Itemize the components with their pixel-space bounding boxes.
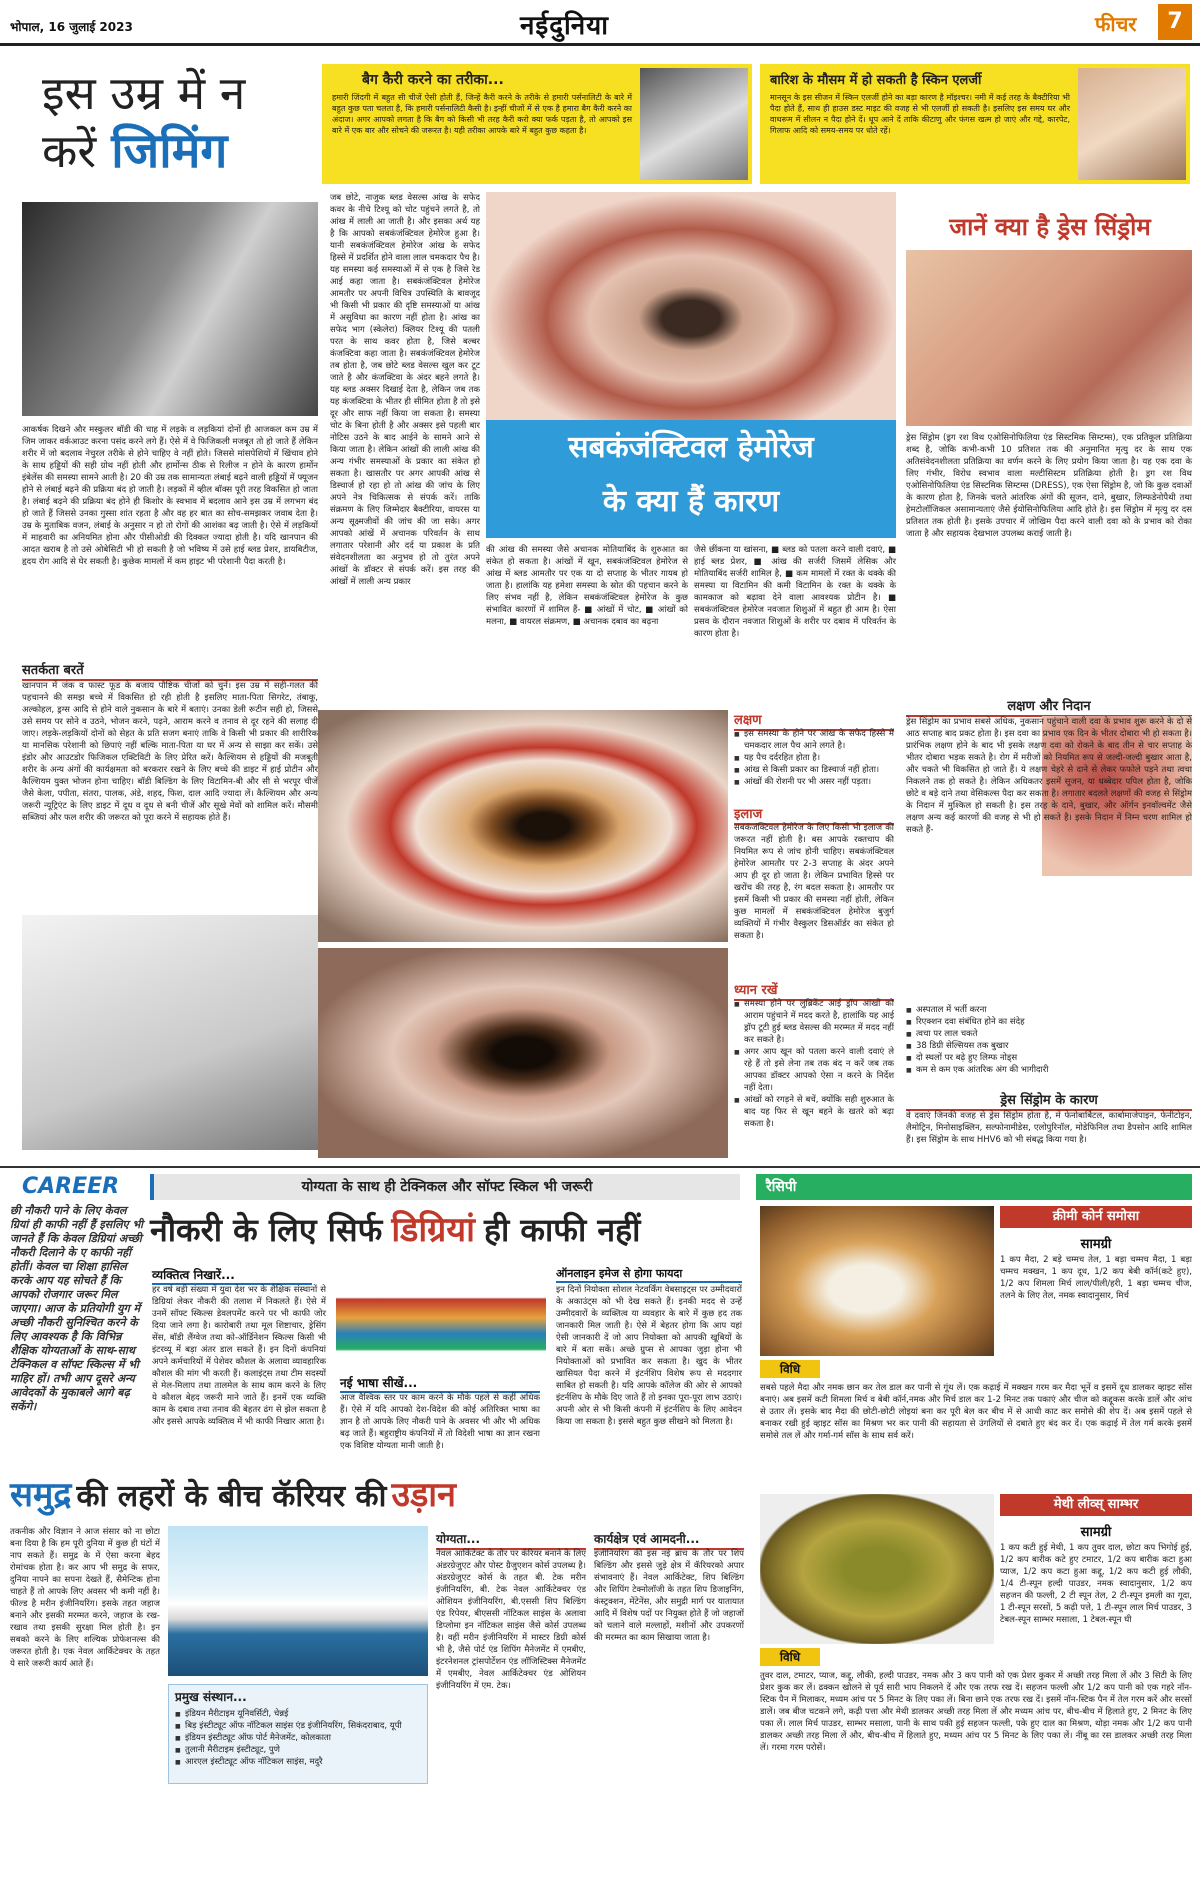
career-headline-accent: डिग्रियां [391,1210,475,1250]
eye-headline-line2: के क्या हैं कारण [602,484,780,519]
career-headline-prefix: नौकरी के लिए सिर्फ [150,1211,383,1249]
career-headline-suffix: ही काफी नहीं [483,1211,641,1249]
gym-sub-text: खानपान में जंक व फास्ट फूड के बजाय पौष्टिक चीजों को चुनें। इस उम्र में सही-गलत की पहचानने की समझ बच्चे में विकसित हो रही होती है इसलिए माता-पिता सिगरेट, तंबाकू, अल्कोहल, ड्रग्स आदि से होने वाले नुकसान के बारे में बताएं। उनका डेली रूटीन सही हो, जिससे उसे समय पर सोने व उठने, भोजन करने, पढ़ने, आराम करने व तनाव से दूर रहने की सलाह दी जाए। लड़के-लड़कियों दोनों को सेहत के प्रति सजग बनाएं ताकि वे किसी भी प्रकार की शारीरिक या मानसिक परेशानी को छिपाएं नहीं बल्कि माता-पिता या घर में अन्य से साझा कर सकें। उसे इंडोर और आउटडोर फिजिकल एक्टिविटी के लिए प्रेरित करें। कैल्शियम से हड्डियों की मजबूती शरीर के अन्य अंगों की कार्यक्षमता को बरकरार रखने के लिए बच्चे की डाइट में हाई प्रोटीन और कैल्शियम युक्त भोजन होना चाहिए। बॉडी बिल्डिंग के लिए विटामिन-बी और सी से भरपूर चीजें जैसे केला, पपीता, संतरा, पालक, अंडे, शहद, फिश, दाल आदि ज्यादा लें। कैल्शियम और अन्य जरूरी न्यूट्रिएंट के लिए डाइट में दूध व दूध से बनी चीजें और सूखे मेवों को शामिल करें। मौसमी सब्जियां और फल शरीर की जरूरत को पूरा करने में सहायक होते हैं। [22,681,318,823]
skin-title: बारिश के मौसम में हो सकती है स्किन एलर्जी [770,73,982,88]
recipe1-ingredients-heading: सामग्री [1080,1237,1112,1252]
bag-box [322,64,752,184]
list-item: ■ इंडियन इंस्टीट्यूट ऑफ पोर्ट मैनेजमेंट, कोलकाता [175,1732,421,1744]
section-label: फीचर [1095,12,1137,36]
list-item: ■ आंखों को रगड़ने से बचें, क्योंकि सही शुरुआत के बाद यह फिर से खून बहने के खतरे को बढ़ा सकता है। [734,1094,894,1130]
sea-institutes-title: प्रमुख संस्थान... [175,1690,247,1704]
gym-intro-text: आकर्षक दिखने और मस्कुलर बॉडी की चाह में लड़के व लड़कियां दोनों ही आजकल कम उम्र में जिम जाकर वर्कआउट करना पसंद करने लगे हैं। ऐसे में वे फिजिकली मजबूत तो हो जाते हैं लेकिन शरीर में जो बदलाव नेचुरल तरीके से होने चाहिए वे नहीं होते। जिससे मांसपेशियों में खिंचाव होने के साथ हड्डियों की सही ग्रोथ नहीं होती और हार्मोन्स ठीक से रिलीज न होने के कारण हार्मोन इंबेलेंस की समस्या सामने आती है। 20 की उम्र तक सामान्यतः लंबाई बढ़ने वाली हड्डियों में फ्यूजन होने से लंबाई बढ़ने की प्रक्रिया बंद हो जाती है। लड़कों में व्हील बॉक्स पूरी तरह विकसित हो जाता है। लंबाई बढ़ने की प्रक्रिया बंद होने ही किशोर के स्वभाव में बदलाव आने इस उम्र में लगभग बंद हो जाते हैं जिससे उनका गुस्सा शांत रहता है और वह हर बात का सोच-समझकर जवाब देता है। उम्र के मुताबिक वजन, लंबाई के अनुसार न हो तो रोगों की आशंका बढ़ जाती है। ऐसे में लड़कियों में माहवारी का अनियमित होना और पीसीओडी की दिक्कत ज्यादा होती है। यदि खानपान की आदत खराब है तो उसे ओबेसिटी भी हो सकती है जो भविष्य में उसे हाई ब्लड प्रेशर, डायबिटीज, हृदय रोग आदि से घेर सकती है। कुछेक मामलों में कम हाइट भी परेशानी पैदा करती है। [22,425,318,567]
sea-headline [10,1470,750,1526]
dress-diagnosis-list [906,1004,1192,1084]
sea-headline-mid: की लहरों के बीच कॅरियर की [76,1479,387,1514]
gym-title-accent: जिमिंग [111,123,228,179]
list-item: ■ आरएल इंस्टीट्यूट ऑफ नॉटिकल साइंस, मदुरै [175,1756,421,1768]
recipe1-method-heading: विधि [760,1360,820,1378]
eye-col2-text: की आंख की समस्या जैसे अचानक मोतियाबिंद के शुरुआत का संकेत हो सकता है। आंखों में खून, सबकंजंक्टिवल हेमोरेज से आंख में ब्लड आमतौर पर एक या दो सप्ताह के भीतर गायब हो जाता है। हालांकि यह हमेशा समस्या के स्रोत की पहचान करने के लिए संभव नहीं है, लेकिन सबकंजंक्टिवल हेमोरेज के कुछ संभावित कारणों में शामिल हैं- ■ आंखों में चोट, ■ आंखों को मलना, ■ वायरल संक्रमण, ■ अचानक दबाव का बढ़ना [486,545,688,627]
career-label: CAREER [22,1174,120,1199]
sea-karya-text: इंजीनियरिंग की इस नई ब्रांच के तौर पर शिप बिल्डिंग और इससे जुड़े क्षेत्र में कॅरियरको अपार संभावनाएं हैं। नेवल आर्किटेक्ट, शिप बिल्डिंग और शिपिंग टेक्नोलॉजी के तहत शिप डिजाइनिंग, कंस्ट्रक्शन, मेंटेनेंस, और समुद्री मार्ग पर यातायात आदि में विशेष पदों पर नियुक्त होते हैं जो जहाजों को चलाने वाले मल्लाहों, मशीनों और उपकरणों की मरम्मत का काम सिखाया जाता है। [594,1549,744,1643]
sea-yog-heading: योग्यता... [436,1530,586,1550]
gym-photo [22,202,318,416]
gym-title [42,64,312,180]
sea-institutes-list [169,1708,427,1784]
list-item: ■ दो स्थलों पर बढ़े हुए लिम्फ नोड्स [906,1052,1192,1064]
career-headline [150,1204,750,1262]
list-item: ■ यह पैच दर्दरहित होता है। [734,752,894,764]
skin-photo [1078,68,1186,180]
list-item: ■ आंखों की रोशनी पर भी असर नहीं पड़ता। [734,776,894,788]
header-date: भोपाल, 16 जुलाई 2023 [10,20,133,34]
sea-yog-text: नेवल आर्किटेक्ट के तौर पर कॅरियर बनाने के लिए अंडरग्रेजुएट और पोस्ट ग्रैजुएशन कोर्स उपलब्ध है। अंडरग्रेजुएट कोर्स के तहत बी. टेक मरीन इंजीनियरिंग, बी. टेक नेवल आर्किटेक्चर एंड ओशियन इंजीनियरिंग, बी.एससी शिप बिल्डिंग एंड रिपेयर, बीएससी नॉटिकल साइंस के अलावा डिप्लोमा इन नॉटिकल साइंस जैसे कोर्स उपलब्ध है। वहीं मरीन इंजीनियरिंग में मास्टर डिग्री कोर्स भी है, जैसे पोर्ट एंड शिपिंग मैनेजमेंट में एमबीए, इंटरनेशनल ट्रांसपोर्टेशन एंड लॉजिस्टिक्स मैनेजमेंट में एमबीए, नेवल आर्किटेक्चर एंड ओशियन इंजीनियरिंग में एम. टेक। [436,1549,586,1691]
list-item: ■ समस्या होने पर लुब्रिकेंट आई ड्रॉप आंखों को आराम पहुंचाने में मदद करते है, हालांकि यह आई ड्रॉप टूटी हुई ब्लड वेसल्स की मरम्मत में मदद नहीं कर सकते है। [734,998,894,1046]
books-illustration [336,1266,546,1370]
career-kicker-text: योग्यता के साथ ही टेक्निकल और सॉफ्ट स्किल भी जरूरी [301,1179,593,1195]
career-box2-text: आज वैश्विक स्तर पर काम करने के मौके पहले से कहीं अधिक हैं। ऐसे में यदि आपको देश-विदेश की कोई अतिरिक्त भाषा का ज्ञान है तो आपके लिए नौकरी पाने के अवसर भी और भी अधिक बढ़ जाते हैं। बहुराष्ट्रीय कंपनियों में तो विदेशी भाषा का ज्ञान रखना एक विशिष्ट योग्यता मानी जाती है। [340,1393,540,1451]
gym-title-line1: इस उम्र में न [42,66,246,120]
list-item: ■ अगर आप खून को पतला करने वाली दवाएं ले रहे हैं तो इसे लेना तब तक बंद न करें जब तक आपका डॉक्टर आपको ऐसा न करने के निर्देश नहीं देता। [734,1046,894,1094]
recipe1-title: क्रीमी कोर्न समोसा [1000,1206,1192,1228]
dress-sub1-heading: लक्षण और निदान [906,696,1192,717]
list-item: ■ कम से कम एक आंतरिक अंग की भागीदारी [906,1064,1192,1076]
skin-box [760,64,1190,184]
sea-karya-heading: कार्यक्षेत्र एवं आमदनी... [594,1530,744,1550]
list-item: ■ त्वचा पर लाल चकते [906,1028,1192,1040]
recipe2-ingredients: 1 कप कटी हुई मेथी, 1 कप तुवर दाल, छोटा कप भिगोई हुई, 1/2 कप बारीक कटे हुए टमाटर, 1/2 कप बारीक कटा हुआ प्याज, 1/2 कप कटा हुआ कद्दू, 1/2 कप कटी हुई लौकी, 1/4 टी-स्पून हल्दी पाउडर, नमक स्वादानुसार, 1/2 कप सहजन की फल्ली, 2 टी स्पून तेल, 2 टी-स्पून इमली का गूदा, 1 टी-स्पून सरसों, 5 कढ़ी पत्ते, 1 टी-स्पून लाल मिर्च पाउडर, 3 टेबल-स्पून साम्भर मसाला, 1 टेबल-स्पून घी [1000,1543,1192,1625]
recipe1-method: सबसे पहले मैदा और नमक छान कर तेल डाल कर पानी से गूंथ लें। एक कढ़ाई में मक्खन गरम कर मैदा भूनें व इसमें दूध डालकर व्हाइट सॉस बनाएं। अब इसमें कटी शिमला मिर्च व बेबी कॉर्न,नमक और मिर्च डाल कर 1-2 मिनट तक पकाएं और चीज को कद्दूकस करके डालें और आंच से उतार लें। इसके बाद मैदा की छोटी-छोटी लोइयां बना कर पूरी बेल कर बीच में से आधी काट कर समोसे की शेप दें। अब इसमें पहले से बनाकर रखी हुई व्हाइट सॉस का मिश्रण भर कर पानी की सहायता से उंगलियों से दबाते हुए बंद कर दें। एक कढ़ाई में तेल गर्म करके इसमें समोसे तल लें और गर्मा-गर्म सॉस के साथ सर्व करें। [760,1383,1192,1441]
recipe2-method: तुवर दाल, टमाटर, प्याज, कद्दू, लौकी, हल्दी पाउडर, नमक और 3 कप पानी को एक प्रेशर कुकर में अच्छी तरह मिला लें और 3 सिटी के लिए प्रेशर कुक कर लें। ढक्कन खोलने से पूर्व सारी भाप निकलने दें और एक तरफ रख दें। सहजन फल्ली और 1/2 कप पानी को एक गहरे नॉन-स्टिक पैन में मिलाकर, मध्यम आंच पर 5 मिनट के लिए पका लें। बिना छाने एक तरफ रख दें। इसमें नॉन-स्टिक पैन में तेल गरम करें और सरसों डालें। जब बीज चटकने लगे, कढ़ी पत्ता और मेथी डालकर अच्छी तरह मिला लें और मध्यम आंच पर, बीच-बीच में हिलाते हुए, 2 मिनट के लिए पका लें। लाल मिर्च पाउडर, साम्भर मसाला, पानी के साथ पकी हुई सहजन फल्ली, पके हुए दाल का मिश्रण, थोड़ा नमक और 1/2 कप पानी डालकर अच्छी तरह मिला लें और, बीच-बीच में हिलाते हुए, मध्यम आंच पर 5 मिनट के लिए पका लें। नींबू का रस डालकर अच्छी तरह मिला लें। गरमा गरम परोसें। [760,1671,1192,1753]
sea-headline-prefix: समुद्र [10,1475,72,1515]
career-box1-text: हर वर्ष बड़ी संख्या में युवा देश भर के शैक्षिक संस्थानों से डिग्रियां लेकर नौकरी की तलाश में निकलते हैं। ऐसे में उनमें सॉफ्ट स्किल्स डेवलपमेंट करने पर भी काफी जोर दिया जाने लगा है। कारोबारी तथा मूल शिष्टाचार, ड्रेसिंग सेंस, बॉडी लैंग्वेज तथा को-ऑर्डिनेशन स्किल्स किसी भी इंटरव्यू में बड़ा अंतर डाल सकते हैं। इन दिनों कंपनियां अपने कर्मचारियों में पेशेवर कौशल के अलावा व्यावहारिक कौशल की मांग भी करती हैं। कलाइंट्स तथा टीम सदस्यों से मेल-मिलाप तथा तालमेल के साथ काम करने के लिए ये कौशल बेहद जरूरी माने जाते हैं। इनमें एक व्यक्ति काम के दबाव तथा तनाव की बेहतर ढंग से झेल सकता है और इससे आपके व्यक्तित्व में भी काफी निखार आता है। [152,1285,326,1427]
eye-photo-bottom [318,948,728,1158]
eye-ilaj-heading: इलाज [734,804,894,825]
eye-dhyan-heading: ध्यान रखें [734,980,894,1001]
fitness-couple-photo [22,915,318,1150]
eye-photo-middle [318,710,728,942]
recipe2-method-heading: विधि [760,1648,820,1666]
career-box2-title: नई भाषा सीखें... [340,1374,540,1393]
recipe1-ingredients: 1 कप मैदा, 2 बड़े चम्मच तेल, 1 बड़ा चम्मच मैदा, 1 बड़ा चम्मच मक्खन, 1 कप दूध, 1/2 कप बेबी कॉर्न(कटे हुए), 1/2 कप शिमला मिर्च लाल/पीली/हरी, 1 बड़ा चम्मच चीज, तलने के लिए तेल, नमक स्वादानुसार, मिर्च [1000,1255,1192,1301]
list-item: ■ 38 डिग्री सेल्सियस तक बुखार [906,1040,1192,1052]
career-box3-title: ऑनलाइन इमेज से होगा फायदा [556,1266,742,1283]
eye-lakshan-list [734,728,894,794]
eye-col1-text: जब छोटे, नाजुक ब्लड वेसल्स आंख के सफेद कवर के नीचे टिश्यू को चोट पहुंचने लगते है, तो आंख में लाली आ जाती है। और इसका अर्थ यह है कि आपको सबकंजंक्टिवल हेमोरेज हुआ है। यानी सबकंजंक्टिवल हेमोरेज आंख के सफेद हिस्से में प्रदर्शित होने वाला लाल चमकदार पैच है। यह समस्या कई समस्याओं में से एक है जिसे रेड आई कहा जाता है। सबकंजंक्टिवल हेमोरेज आमतौर पर अपनी विचित्र उपस्थिति के बावजूद भी किसी भी प्रकार की दृष्टि समस्याओं या आंख में असुविधा का कारण नहीं होता है। आंख का सफेद भाग (स्केलेरा) क्लियर टिश्यू की पतली परत के साथ कवर होता है, जिसे बल्बर कंजक्टिवा कहा जाता है। सबकंजंक्टिवल हेमोरेज तब होता है, जब छोटे ब्लड वेसल्स खुल कर टूट जाते है और कंजक्टिवा के अंदर बहने लगते है। यह ब्लड अक्सर दिखाई देता है, लेकिन जब तक यह कंजक्टिवा के भीतर ही सीमित होता है तो इसे दूर और साफ नहीं किया जा सकता है। समस्या चोट के बिना होती है और अक्सर इसे पहली बार नोटिस उठने के बाद आईने के सामने आने से किया जाता है। लेकिन आंखों की लाली आंख की अन्य गंभीर समस्याओं के प्रकार का संकेत हो सकता है। खासतौर पर अगर आपकी आंख से डिस्चार्ज हो रहा हो तो आंख की जांच के लिए अपने नेत्र चिकित्सक से संपर्क करें। ताकि संक्रमण के लिए जिम्मेदार बैक्टीरिया, वायरस या अन्य सूक्ष्मजीवों की जांच की जा सके। अगर आपको आंखें में अचानक परिवर्तन के साथ लगातार परेशानी और दर्द या प्रकाश के प्रति संवेदनशीलता का अनुभव हो तो तुरंत अपने आंखों के डॉक्टर से संपर्क करें। इस तरह की आंखों में लाली अन्य प्रकार [330,193,480,587]
eye-dhyan-list [734,998,894,1154]
page-header [0,0,1200,46]
eye-headline-line1: सबकंजंक्टिवल हेमोरेज [568,430,814,465]
eye-ilaj-text: सबकंजंक्टिवल हेमोरेज के लिए किसी भी इलाज की जरूरत नहीं होती है। बस आपके रक्तचाप की नियमित रूप से जांच होनी चाहिए। सबकंजंक्टिवल हेमोरेज आमतौर पर 2-3 सप्ताह के अंदर अपने आप ही दूर हो जाता है। लेकिन प्रभावित हिस्से पर खरोंच की तरह है, रंग बदल सकता है। आमतौर पर इसमें किसी भी प्रकार की समस्या नहीं होती, लेकिन कुछ मामलों में सबकंजंक्टिवल हेमोरेज बुजुर्ग व्यक्तियों में गंभीर वैस्कुलर डिसऑर्डर का संकेत हो सकता है। [734,823,894,941]
list-item: ■ रिएक्शन दवा संबंधित होने का संदेह [906,1016,1192,1028]
section-divider [0,1166,1200,1168]
list-item: ■ बिड़ इंस्टीट्यूट ऑफ नॉटिकल साइंस एंड इंजीनियरिंग, सिकंदराबाद, यूपी [175,1720,421,1732]
bag-title: बैग कैरी करने का तरीका... [362,72,504,88]
list-item: ■ इस समस्या के होने पर आंख के सफेद हिस्से में चमकदार लाल पैच आने लगते है। [734,728,894,752]
list-item: ■ अस्पताल में भर्ती करना [906,1004,1192,1016]
career-box3-text: इन दिनों नियोक्ता सोशल नेटवर्किंग वेबसाइट्स पर उम्मीदवारों के अकाउंट्स को भी देख सकते हैं। इनकी मदद से उन्हें उम्मीदवारों के व्यक्तित्व या व्यवहार के बारे में कुछ हद तक जानकारी मिल जाती है। ऐसे में बेहतर होगा कि आप यहां ऐसी जानकारी दें जो आप नियोक्ता को आपकी खूबियों के बारे में बता सकें। अच्छे ग्रुप्स से आपका जुड़ा होना भी नियोक्ताओं को प्रभावित कर सकता है। खुद के भीतर खासियत पैदा करने में इंटर्नशिप विशेष रूप से मददगार साबित हो सकती है। यदि आपके कॉलेज की ओर से आपको इंटर्नशिप के मौके दिए जाते हैं तो इनका पूरा-पूरा लाभ उठाएं। अपनी ओर से भी किसी कंपनी में इंटर्नशिप के लिए आवेदन किया जा सकता है। इससे बहुत कुछ सीखने को मिलता है। [556,1285,742,1427]
sea-left-text: तकनीक और विज्ञान ने आज संसार को ना छोटा बना दिया है कि हम पूरी दुनिया में कुछ ही घंटों में नाप सकते हैं। समुद्र के में ऐसा करना बेहद रोमांचक होता है। कर आप भी समुद्र के सफर, दुनिया नापने का सपना देखते हैं, सैमेन्टिक होना चाहते हैं तो आपके लिए अवसर भी कमी नहीं है। फील्ड है मरीन इंजीनियरिंग। इसके तहत जहाज बनाने और इसकी मरम्मत करने, जहाज के रख-रखाव तथा इसकी सुरक्षा मिल होती है। इन सबको करने के लिए शल्यिक प्रोफेशनल्स की जरूरत होती है। एक नेवल आर्किटेक्चर के तहत ये सारे जरूरी कार्य आते हैं। [10,1527,160,1669]
eye-photo-top [486,192,896,422]
career-side-text: छी नौकरी पाने के लिए केवल ग्रियां ही काफी नहीं हैं इसलिए भी जानते हैं कि केवल डिग्रियां अच्छी नौकरी दिलाने के ए काफी नहीं होतीं। केवल चा शिक्षा हासिल करके आप यह सोचते हैं कि आपको रोजगार जरूर मिल जाएगा। आज के प्रतियोगी युग में अच्छी नौकरी सुनिश्चित करने के लिए आवश्यक है कि विभिन्न शैक्षिक योग्यताओं के साथ-साथ टेक्निकल व सॉफ्ट स्किल्स में भी माहिर हों। तभी आप दूसरे अन्य आवेदकों के मुकाबले आगे बढ़ सकेंगे। [10,1204,144,1413]
page-number: 7 [1158,4,1192,40]
recipe-label-text: रैसिपी [766,1179,797,1195]
sambhar-photo [760,1494,994,1644]
skin-text: मानसून के इस सीजन में स्किन एलर्जी होने का बड़ा कारण है मॉइश्चर। नमी में कई तरह के बैक्टीरिया भी पैदा होते हैं, साथ ही हाउस डस्ट माइट की वजह से भी एलर्जी हो सकती है। इसलिए इस समय घर और वाथरूम में सीलन न पैदा होने दें। धूप आने दें ताकि कीटाणु और फंगस खत्म हो जाएं और गद्दे, कारपेट, गिलाफ आदि को समय-समय पर धोते रहें। [770,93,1070,135]
sea-headline-accent: उड़ान [391,1475,456,1515]
gym-title-line2-prefix: करें [42,124,97,178]
eye-lakshan-heading: लक्षण [734,710,894,731]
sea-institutes-box [168,1684,428,1784]
career-box1-title: व्यक्तित्व निखारें... [152,1266,312,1285]
bag-photo [640,68,748,180]
recipe-label [756,1174,1192,1200]
eye-col3-text: जैसे छींकना या खांसना, ■ ब्लड को पतला करने वाली दवाएं, ■ हाई ब्लड प्रेशर, ■ आंख की सर्जरी जिसमें लेसिक और मोतियाबिंद सर्जरी शामिल है, ■ कम मामलों में रक्त के थक्के की समस्या या विटामिन की कमी विटामिन के रक्त के थक्के के कामकाज को बढ़ावा देने वाला आवश्यक प्रोटीन है। ■ सबकंजंक्टिवल हेमोरेज नवजात शिशुओं में बहुत ही आम है। ऐसा प्रसव के दौरान नवजात शिशुओं के शरीर पर दबाव में परिवर्तन के कारण होता है। [694,545,896,639]
list-item: ■ आंख से किसी प्रकार का डिस्चार्ज नहीं होता। [734,764,894,776]
masthead-logo: नईदुनिया [520,11,609,41]
dress-sub2-text: वे दवाएं जिनकी वजह से ड्रेस सिंड्रोम होता है, में फेनोबार्बिटल, कार्बामाजेपाइन, फेनीटोइन, लैमोट्रिन, मिनोसाइक्लिन, सल्फोनामीडेस, एलोपुरिनॉल, मोडेफिनिल तथा डैपसोन आदि शामिल हैं। इस सिंड्रोम के साथ HHV6 को भी संबद्ध किया गया है। [906,1111,1192,1145]
cruise-ship-photo [168,1526,428,1676]
dress-sub1-text: ड्रेस सिंड्रोम का प्रभाव सबसे अधिक, नुकसान पहुंचाने वाली दवा के प्रभाव शुरू करने के दो से आठ सप्ताह बाद प्रकट होता है। इस दवा का प्रभाव एक दिन के भीतर दोबारा भी हो सकता है। प्रारंभिक लक्षण होने के बाद भी इसके लक्षण दवा को रोकने के बाद तीन से चार सप्ताह के भीतर दोबारा भड़क सकते है। रोग में मरीजों को नियमित रूप से जल्दी-जल्दी बुखार आता है, और चकते भी विकसित हो जाते हैं। ये लक्षण चेहरे से दाने से लेकर फफोले पड़ने तथा त्वचा निकलने तक हो सकते है। लेकिन अधिकतर इसमें सूजन, या धब्बेदार पपिल होता है, जोकि छोटे व बड़े दाने तथा वेसिकल्स पैदा कर सकता है। लगातार बदलते लक्षणों की वजह से सिंड्रोम के निदान में मुश्किल हो सकती है। इस तरह के दाने, बुखार, और ऑर्गन इनवॉल्वमेंट जैसे लक्षण अन्य कई कारणों की वजह से भी हो सकते है। इसके निदान में निम्न चरण शामिल हो सकते हैं- [906,717,1192,835]
list-item: ■ इंडियन मैरीटाइम यूनिवर्सिटी, चेन्नई [175,1708,421,1720]
dress-photo [906,250,1192,426]
dress-intro-text: ड्रेस सिंड्रोम (ड्रग रश विथ एओसिनोफिलिया एंड सिस्टमिक सिम्टम्स), एक प्रतिकूल प्रतिक्रिया शब्द है, जोकि कभी-कभी 10 प्रतिशत तक की अनुमानित मृत्यु दर के साथ एक अतिसंवेदनशीलता प्रतिक्रिया का वर्णन करने के लिए प्रयोग किया जाता है। यह एक दवा के लिए गंभीर, विरोध स्वभाव वाला मल्टीसिस्टम प्रतिक्रिया होती है। ड्रग रश विथ एओसिनोफिलिया एंड सिस्टमिक सिम्टम्स (DRESS), एक ऐसा सिंड्रोम है, जो कि कुछ दवाओं के कारण होता है, जिनके चलते आंतरिक अंगों की सूजन, दाने, बुखार, लिम्फडेनोपैथी तथा हेमटोलॉजिकल असामान्यताएं जैसे ईयोसिनोफिलिया आदि होते है। इस सिंड्रोम में मृत्यु दर दस प्रतिशत तक होती है। इसके उपचार में जोखिम पैदा करने वाली दवा को के प्रभाव को रोका जाता है और सहायक देखभाल उपलब्ध कराई जाती है। [906,433,1192,539]
recipe2-ingredients-heading: सामग्री [1080,1525,1112,1540]
recipe2-title: मेथी लीव्स् साम्भर [1000,1494,1192,1516]
dress-sub2-heading: ड्रेस सिंड्रोम के कारण [906,1090,1192,1111]
eye-headline-band [486,420,896,538]
samosa-photo [760,1206,994,1356]
bag-text: हमारी जिंदगी में बहुत सी चीजें ऐसी होती हैं, जिन्हें कैरी करने के तरीके से हमारी पर्सनालिटी के बारे में बहुत कुछ पता चलता है, कि हमारी पर्सनालिटी कैसी है। इन्हीं चीजों में से एक है हमारा बैग कैरी करने का अंदाज। अगर आपको लगता है कि बैग को किसी भी तरह कैरी करो क्या फर्क पड़ता है, तो आपको इस बारे में एक बार और सोचने की जरूरत है। यही तरीका आपके बारे में बहुत कुछ कहता है। [332,93,632,135]
dress-title: जानें क्या है ड्रेस सिंड्रोम [949,213,1151,241]
career-kicker [150,1174,740,1200]
gym-sub-heading: सतर्कता बरतें [22,660,318,681]
list-item: ■ तुलानी मैरीटाइम इंस्टीट्यूट, पुणे [175,1744,421,1756]
